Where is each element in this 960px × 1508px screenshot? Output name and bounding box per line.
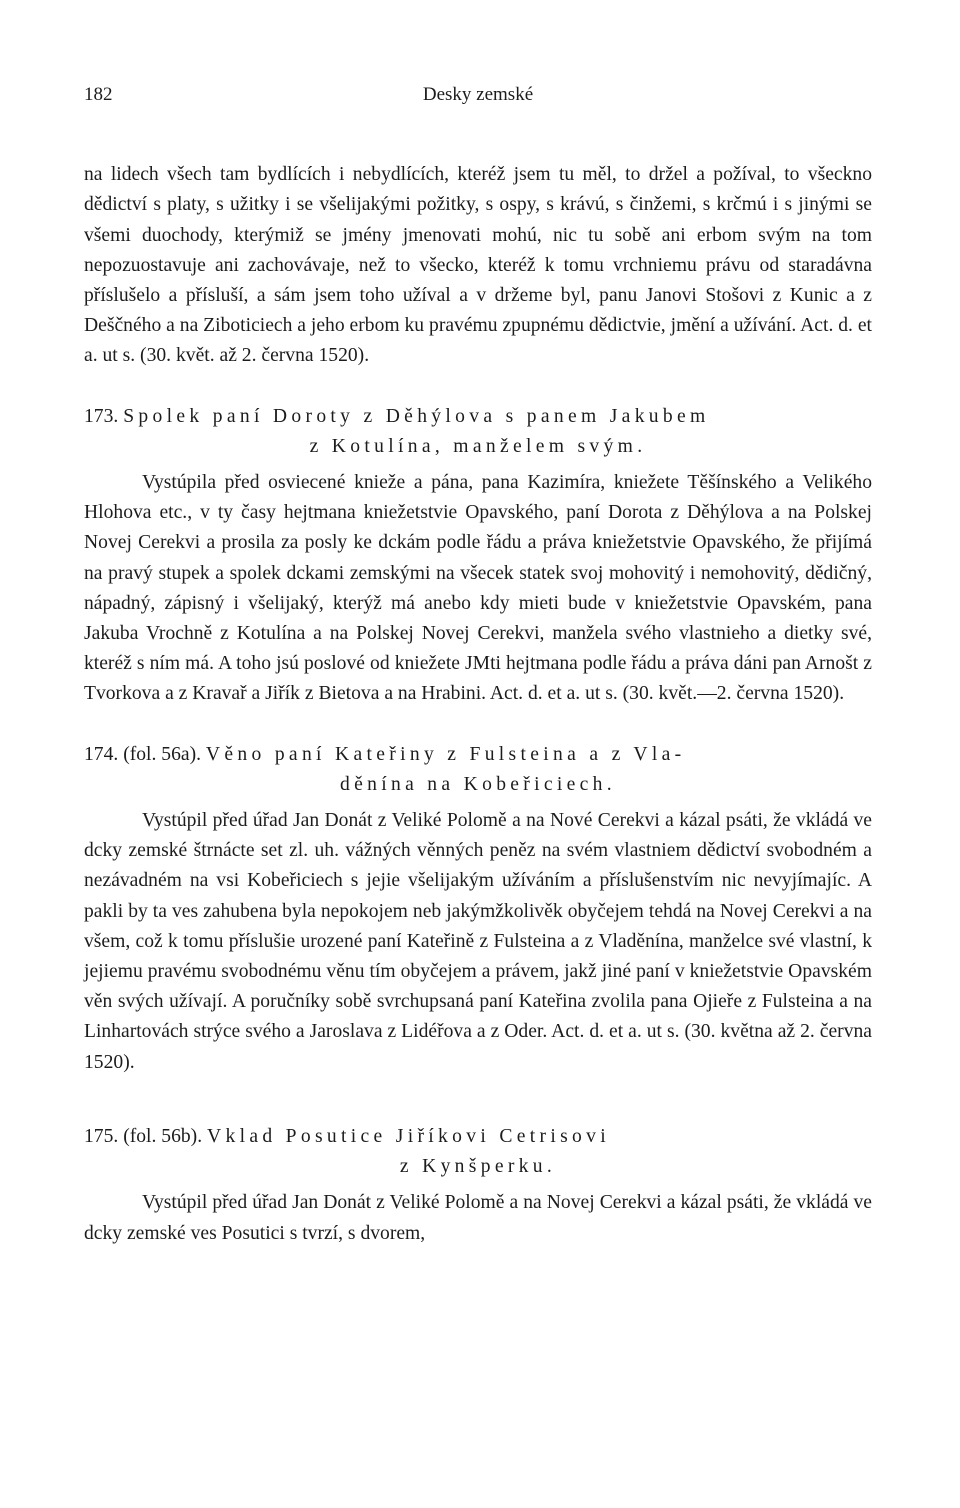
entry-number: 174.: [84, 743, 119, 765]
entry-heading-line2: [84, 432, 872, 462]
entry-title-line1: Spolek paní Doroty z Děhýlova s panem Jakubem: [123, 405, 710, 427]
entry-title-line1: Vklad Posutice Jiříkovi Cetrisovi: [207, 1125, 611, 1147]
entry-174: [84, 740, 872, 1078]
entry-title-line2: děnína na Kobeřiciech.: [339, 773, 617, 795]
entry-175: [84, 1122, 872, 1249]
entry-number: 173.: [84, 405, 119, 427]
page-number: 182: [84, 84, 113, 105]
entry-body: Vystúpil před úřad Jan Donát z Veliké Polomě a na Nové Cerekvi a kázal psáti, že vkládá ve dcky zemské štrnácte set zl. uh. vážných věnných peněz na svém vlastniem dědictví svobodném a nezávadném na vsi Kobeřiciech s jejie všelijakým užíváním a příslušenstvím nic nevyjímajíc. A pakli by ta ves zahubena byla nepokojem neb jakýmžkolivěk obyčejem tehdá na Novej Cerekvi a na všem, což k tomu příslušie urozené paní Kateřině z Fulsteina a z Vladěnína, manželce své vlastní, k jejiemu pravému svobodnému věnu tím obyčejem a právem, jakž jiné paní v kniežetstvie Opavském věn svých užívají. A poručníky sobě svrchupsaná paní Kateřina zvolila pana Ojieře z Fulsteina a na Linhartovách strýce svého a Jaroslava z Lidéřova a z Oder. Act. d. et a. ut s. (30. května až 2. června 1520).: [84, 810, 872, 1073]
entry-title-line1: Věno paní Kateřiny z Fulsteina a z Vla-: [205, 743, 686, 765]
entry-number: 175.: [84, 1125, 119, 1147]
entry-title-line2: z Kynšperku.: [399, 1156, 557, 1178]
running-title: Desky zemské: [422, 84, 534, 105]
entry-title-line2: z Kotulína, manželem svým.: [309, 435, 647, 457]
continuation-paragraph: na lidech všech tam bydlících i nebydlících, kteréž jsem tu měl, to držel a požíval, to všeckno dědictví s platy, s užitky i se všelijakými požitky, s ospy, s krávú, s činžemi, s krčmú i s jinými se všemi duochody, kterýmiž se jmény jmenovati mohú, nic tu sobě ani erbom svým na tom nepozuostavuje ani zachovávaje, než to všecko, kteréž k tomu vrchniemu právu od staradávna příslušelo a přísluší, a sám jsem toho užíval a v držeme byl, panu Janovi Stošovi z Kunic a z Deščného a na Ziboticiech a jeho erbom ku pravému zpupnému dědictvie, jmění a užívání. Act. d. et a. ut s. (30. květ. až 2. června 1520).: [84, 164, 872, 367]
entry-folio: (fol. 56a).: [123, 743, 202, 765]
entry-heading: [84, 402, 872, 432]
entry-heading: [84, 1122, 872, 1152]
entry-body: Vystúpila před osviecené knieže a pána, pana Kazimíra, kniežete Těšínského a Velikého Hlohova etc., v ty časy hejtmana kniežetstvie Opavského, paní Dorota z Děhýlova a na Polskej Novej Cerekvi a prosila za posly ke dckám podle řádu a práva kniežetstvie Opavského, že přijímá na pravý stupek a spolek dckami zemskými na všecek statek svoj mohovitý i nemohovitý, dědičný, nápadný, zápisný i všelijaký, kterýž má anebo kdy mieti bude v kniežetstvie Opavském, pana Jakuba Vrochně z Kotulína a na Polskej Novej Cerekvi, manžela svého vlastnieho a dietky své, kteréž s ním má. A toho jsú poslové od kniežete JMti hejtmana podle řádu a práva dáni pan Arnošt z Tvorkova a z Kravař a Jiřík z Bietova a na Hrabini. Act. d. et a. ut s. (30. květ.—2. června 1520).: [84, 472, 872, 705]
entry-body: Vystúpil před úřad Jan Donát z Veliké Polomě a na Novej Cerekvi a kázal psáti, že vkládá ve dcky zemské ves Posutici s tvrzí, s dvorem,: [84, 1192, 872, 1244]
entry-173: [84, 402, 872, 710]
entry-heading: [84, 740, 872, 770]
running-header: [84, 80, 872, 110]
entry-folio: (fol. 56b).: [123, 1125, 203, 1147]
entry-heading-line2: [84, 1152, 872, 1182]
entry-heading-line2: [84, 770, 872, 800]
